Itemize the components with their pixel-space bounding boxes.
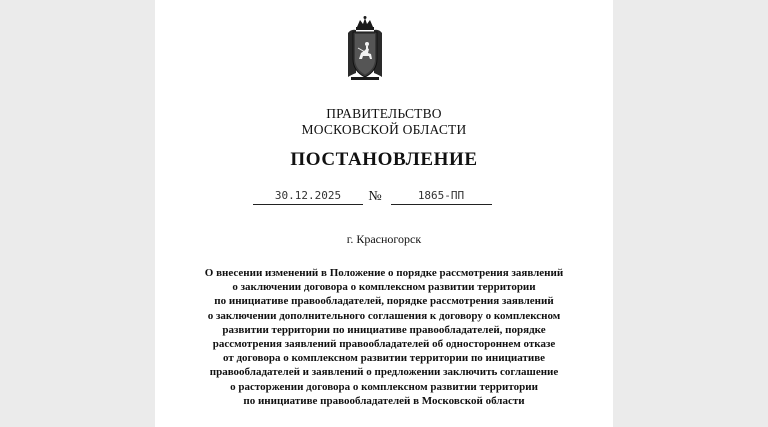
title-line: о заключении дополнительного соглашения к договору о комплексном [207,309,561,322]
document-title [155,266,613,408]
title-line: о заключении договора о комплексном развитии территории [232,281,536,294]
title-line: О внесении изменений в Положение о порядке рассмотрения заявлений [204,267,564,279]
government-name [155,106,613,138]
title-line: о расторжении договора о комплексном развитии территории [230,380,538,393]
number-underline [391,204,492,205]
number-sign: № [368,189,382,204]
document-city: г. Красногорск [346,232,422,246]
title-line: по инициативе правообладателей в Московской области [243,394,525,407]
date-underline [253,204,363,205]
document-number: 1865-ПП [417,189,465,202]
coat-of-arms-icon [345,15,385,81]
title-line: развитии территории по инициативе правообладателей, порядке [222,323,546,336]
title-line: от договора о комплексном развитии территории по инициативе [222,352,546,365]
title-line: по инициативе правообладателей, порядке рассмотрения заявлений [214,295,554,308]
document-date: 30.12.2025 [274,189,342,202]
document-type: ПОСТАНОВЛЕНИЕ [290,149,478,170]
government-line-2: МОСКОВСКОЙ ОБЛАСТИ [301,122,467,137]
title-line: правообладателей и заявлений о предложении заключить соглашение [209,366,559,379]
government-line-1: ПРАВИТЕЛЬСТВО [326,106,442,121]
title-line: рассмотрения заявлений правообладателей об одностороннем отказе [212,338,556,351]
document-page [155,0,613,427]
